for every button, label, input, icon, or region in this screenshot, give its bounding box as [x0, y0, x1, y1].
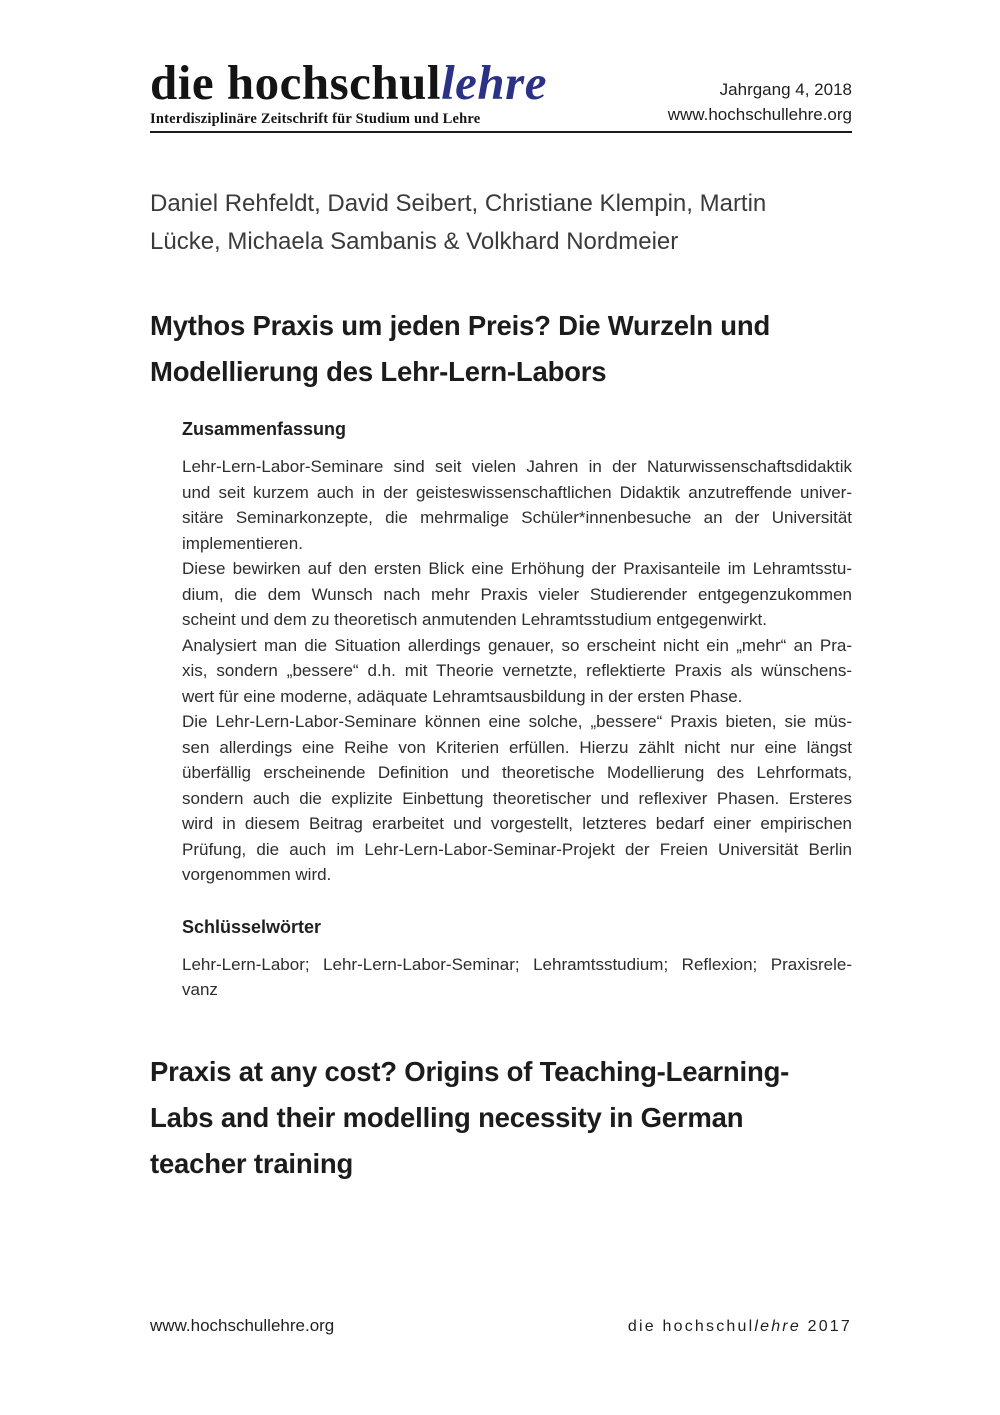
text-line: sitäre Seminarkonzepte, die mehrmalige Schüler*innenbesuche an der Universität: [182, 508, 852, 527]
text-line: Die Lehr-Lern-Labor-Seminare können eine solche, „bessere“ Praxis bieten, sie müs-: [182, 712, 852, 731]
text-line: überfällig erscheinende Definition und theoretische Modellierung des Lehrformats,: [182, 763, 852, 782]
abstract-paragraph: [182, 709, 852, 888]
abstract-paragraph: [182, 556, 852, 633]
text-line: Analysiert man die Situation allerdings genauer, so erscheint nicht ein „mehr“ an Pra-: [182, 635, 852, 655]
page-footer: [150, 1316, 852, 1336]
journal-logo: [150, 55, 547, 128]
issue-volume-year: Jahrgang 4, 2018: [719, 80, 852, 99]
text-line: sondern auch die explizite Einbettung theoretischer und reflexiver Phasen. Ersteres: [182, 788, 852, 808]
text-line: scheint und dem zu theoretisch anmutenden Lehramtsstudium entgegenwirkt.: [182, 610, 767, 629]
text-line: wert für eine moderne, adäquate Lehramtsausbildung in der ersten Phase.: [182, 686, 743, 706]
journal-header: [150, 0, 852, 133]
text-line: sen allerdings eine Reihe von Kriterien erfüllen. Hierzu zählt nicht nur eine längst: [182, 737, 852, 757]
article-title-en: [150, 1049, 852, 1187]
keywords-list: [182, 952, 852, 1003]
article-first-page: [150, 185, 852, 1187]
header-journal-url[interactable]: www.hochschullehre.org: [667, 105, 852, 124]
text-line: dium, die dem Wunsch nach mehr Praxis vieler Studierender entgegenzukommen: [182, 584, 852, 604]
footer-mark-prefix: die hochschul: [627, 1318, 755, 1335]
text-line: implementieren.: [182, 533, 303, 553]
journal-logo-wordmark: [150, 55, 547, 110]
footer-mark-italic: lehre: [754, 1318, 801, 1335]
footer-journal-mark: [628, 1318, 852, 1336]
text-line: vorgenommen wird.: [182, 865, 332, 884]
abstract-section: [182, 417, 852, 1003]
text-line: vanz: [182, 980, 218, 999]
footer-mark-year: 2017: [807, 1318, 852, 1335]
abstract-paragraph: [182, 633, 852, 710]
text-line: teacher training: [150, 1147, 354, 1179]
footer-journal-url[interactable]: www.hochschullehre.org: [150, 1316, 335, 1335]
text-line: Lehr-Lern-Labor-Seminare sind seit vielen Jahren in der Naturwissenschaftsdidaktik: [182, 457, 852, 476]
text-line: xis, sondern „bessere“ d.h. mit Theorie vernetzte, reflektierte Praxis als wünschens-: [182, 661, 852, 680]
text-line: Daniel Rehfeldt, David Seibert, Christiane Klempin, Martin: [150, 190, 767, 217]
text-line: Lehr-Lern-Labor; Lehr-Lern-Labor-Seminar; Lehramtsstudium; Reflexion; Praxisrele-: [182, 954, 852, 974]
logo-text-accent: lehre: [441, 55, 547, 110]
abstract-heading: Zusammenfassung: [182, 419, 347, 439]
text-line: Prüfung, die auch im Lehr-Lern-Labor-Seminar-Projekt der Freien Universität Berlin: [182, 839, 852, 859]
abstract-paragraph: [182, 454, 852, 556]
text-line: wird in diesem Beitrag erarbeitet und vorgestellt, letzteres bedarf einer empirischen: [182, 814, 852, 833]
journal-subtitle: Interdisziplinäre Zeitschrift für Studium und Lehre: [150, 111, 481, 127]
author-list: [150, 185, 852, 261]
keywords-heading: Schlüsselwörter: [182, 916, 322, 937]
text-line: Lücke, Michaela Sambanis & Volkhard Nordmeier: [150, 228, 679, 255]
text-line: Mythos Praxis um jeden Preis? Die Wurzeln und: [150, 310, 771, 341]
text-line: Diese bewirken auf den ersten Blick eine Erhöhung der Praxisanteile im Lehramtsstu-: [182, 559, 852, 578]
issue-info: [668, 77, 852, 128]
logo-text-main: die hochschul: [150, 55, 442, 110]
text-line: Praxis at any cost? Origins of Teaching-Learning-: [150, 1055, 790, 1087]
abstract-body: [182, 454, 852, 888]
article-title-de: [150, 303, 852, 395]
text-line: Modellierung des Lehr-Lern-Labors: [150, 356, 607, 387]
text-line: und seit kurzem auch in der geisteswissenschaftlichen Didaktik anzutreffende univer-: [182, 482, 852, 502]
text-line: Labs and their modelling necessity in German: [150, 1101, 744, 1133]
